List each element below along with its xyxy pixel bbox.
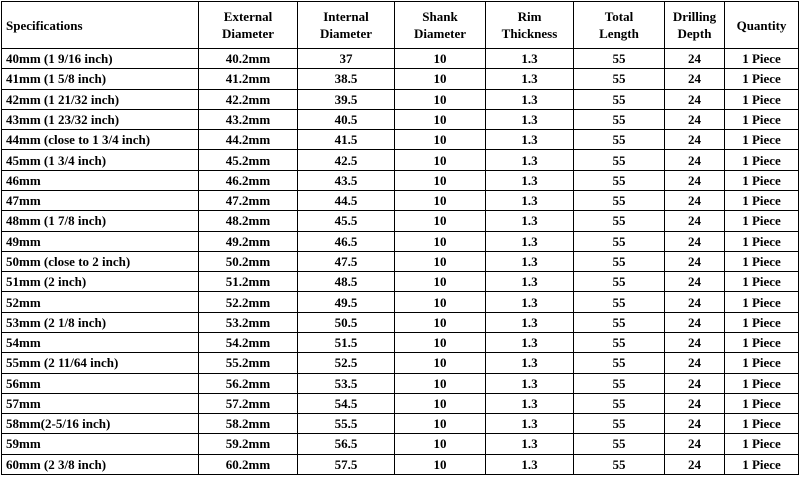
cell-specification: 56mm [2, 373, 199, 393]
cell-external-diameter: 47.2mm [199, 190, 298, 210]
header-internal-diameter-line2: Diameter [320, 26, 372, 41]
cell-rim-thickness: 1.3 [486, 454, 574, 474]
cell-specification: 44mm (close to 1 3/4 inch) [2, 130, 199, 150]
cell-rim-thickness: 1.3 [486, 332, 574, 352]
cell-quantity: 1 Piece [725, 332, 799, 352]
cell-internal-diameter: 46.5 [298, 231, 395, 251]
cell-shank-diameter: 10 [395, 251, 486, 271]
cell-quantity: 1 Piece [725, 373, 799, 393]
cell-drilling-depth: 24 [665, 89, 725, 109]
cell-drilling-depth: 24 [665, 272, 725, 292]
cell-quantity: 1 Piece [725, 130, 799, 150]
cell-drilling-depth: 24 [665, 170, 725, 190]
cell-internal-diameter: 53.5 [298, 373, 395, 393]
cell-external-diameter: 41.2mm [199, 69, 298, 89]
cell-shank-diameter: 10 [395, 434, 486, 454]
cell-drilling-depth: 24 [665, 49, 725, 69]
cell-specification: 49mm [2, 231, 199, 251]
cell-specification: 54mm [2, 332, 199, 352]
cell-total-length: 55 [574, 332, 665, 352]
header-external-diameter-line2: Diameter [222, 26, 274, 41]
header-internal-diameter-line1: Internal [323, 9, 369, 24]
cell-total-length: 55 [574, 414, 665, 434]
table-row [2, 49, 799, 69]
table-row [2, 190, 799, 210]
header-quantity [725, 2, 799, 49]
cell-specification: 55mm (2 11/64 inch) [2, 353, 199, 373]
cell-total-length: 55 [574, 353, 665, 373]
cell-specification: 46mm [2, 170, 199, 190]
cell-total-length: 55 [574, 150, 665, 170]
header-shank-diameter [395, 2, 486, 49]
cell-external-diameter: 42.2mm [199, 89, 298, 109]
cell-drilling-depth: 24 [665, 190, 725, 210]
cell-drilling-depth: 24 [665, 292, 725, 312]
cell-specification: 40mm (1 9/16 inch) [2, 49, 199, 69]
cell-rim-thickness: 1.3 [486, 393, 574, 413]
table-row [2, 211, 799, 231]
cell-shank-diameter: 10 [395, 272, 486, 292]
cell-quantity: 1 Piece [725, 454, 799, 474]
cell-internal-diameter: 51.5 [298, 332, 395, 352]
cell-specification: 57mm [2, 393, 199, 413]
cell-specification: 51mm (2 inch) [2, 272, 199, 292]
cell-external-diameter: 53.2mm [199, 312, 298, 332]
cell-quantity: 1 Piece [725, 353, 799, 373]
cell-external-diameter: 59.2mm [199, 434, 298, 454]
cell-internal-diameter: 57.5 [298, 454, 395, 474]
table-row [2, 332, 799, 352]
cell-internal-diameter: 50.5 [298, 312, 395, 332]
cell-drilling-depth: 24 [665, 211, 725, 231]
cell-shank-diameter: 10 [395, 49, 486, 69]
cell-rim-thickness: 1.3 [486, 130, 574, 150]
cell-internal-diameter: 54.5 [298, 393, 395, 413]
cell-drilling-depth: 24 [665, 150, 725, 170]
cell-external-diameter: 51.2mm [199, 272, 298, 292]
cell-shank-diameter: 10 [395, 89, 486, 109]
cell-external-diameter: 55.2mm [199, 353, 298, 373]
cell-drilling-depth: 24 [665, 353, 725, 373]
cell-drilling-depth: 24 [665, 373, 725, 393]
cell-drilling-depth: 24 [665, 251, 725, 271]
cell-quantity: 1 Piece [725, 292, 799, 312]
cell-specification: 41mm (1 5/8 inch) [2, 69, 199, 89]
cell-internal-diameter: 45.5 [298, 211, 395, 231]
cell-external-diameter: 46.2mm [199, 170, 298, 190]
table-row [2, 130, 799, 150]
cell-quantity: 1 Piece [725, 414, 799, 434]
header-external-diameter-line1: External [223, 9, 273, 24]
header-rim-thickness-line2: Thickness [501, 26, 558, 41]
cell-shank-diameter: 10 [395, 231, 486, 251]
cell-total-length: 55 [574, 89, 665, 109]
table-row [2, 373, 799, 393]
cell-rim-thickness: 1.3 [486, 150, 574, 170]
table-row [2, 434, 799, 454]
cell-drilling-depth: 24 [665, 332, 725, 352]
cell-quantity: 1 Piece [725, 150, 799, 170]
cell-quantity: 1 Piece [725, 170, 799, 190]
cell-internal-diameter: 55.5 [298, 414, 395, 434]
cell-internal-diameter: 48.5 [298, 272, 395, 292]
cell-external-diameter: 44.2mm [199, 130, 298, 150]
cell-rim-thickness: 1.3 [486, 353, 574, 373]
cell-total-length: 55 [574, 312, 665, 332]
cell-shank-diameter: 10 [395, 130, 486, 150]
cell-total-length: 55 [574, 49, 665, 69]
header-total-length [574, 2, 665, 49]
cell-total-length: 55 [574, 211, 665, 231]
cell-quantity: 1 Piece [725, 231, 799, 251]
header-total-length-line1: Total [604, 9, 634, 24]
cell-internal-diameter: 40.5 [298, 109, 395, 129]
cell-quantity: 1 Piece [725, 69, 799, 89]
cell-shank-diameter: 10 [395, 353, 486, 373]
cell-rim-thickness: 1.3 [486, 109, 574, 129]
cell-rim-thickness: 1.3 [486, 231, 574, 251]
cell-internal-diameter: 47.5 [298, 251, 395, 271]
cell-total-length: 55 [574, 373, 665, 393]
header-internal-diameter [298, 2, 395, 49]
specifications-table [1, 1, 799, 475]
cell-shank-diameter: 10 [395, 332, 486, 352]
cell-shank-diameter: 10 [395, 109, 486, 129]
header-shank-diameter-line2: Diameter [414, 26, 466, 41]
table-row [2, 251, 799, 271]
header-rim-thickness [486, 2, 574, 49]
cell-rim-thickness: 1.3 [486, 49, 574, 69]
cell-quantity: 1 Piece [725, 393, 799, 413]
table-row [2, 231, 799, 251]
cell-external-diameter: 48.2mm [199, 211, 298, 231]
cell-external-diameter: 43.2mm [199, 109, 298, 129]
cell-total-length: 55 [574, 231, 665, 251]
cell-internal-diameter: 41.5 [298, 130, 395, 150]
cell-total-length: 55 [574, 69, 665, 89]
cell-shank-diameter: 10 [395, 414, 486, 434]
cell-drilling-depth: 24 [665, 130, 725, 150]
cell-rim-thickness: 1.3 [486, 414, 574, 434]
cell-specification: 50mm (close to 2 inch) [2, 251, 199, 271]
cell-specification: 47mm [2, 190, 199, 210]
table-row [2, 454, 799, 474]
cell-internal-diameter: 42.5 [298, 150, 395, 170]
table-row [2, 150, 799, 170]
cell-drilling-depth: 24 [665, 414, 725, 434]
cell-external-diameter: 49.2mm [199, 231, 298, 251]
cell-drilling-depth: 24 [665, 69, 725, 89]
cell-total-length: 55 [574, 190, 665, 210]
cell-shank-diameter: 10 [395, 454, 486, 474]
cell-external-diameter: 52.2mm [199, 292, 298, 312]
cell-total-length: 55 [574, 454, 665, 474]
cell-external-diameter: 60.2mm [199, 454, 298, 474]
cell-drilling-depth: 24 [665, 434, 725, 454]
cell-drilling-depth: 24 [665, 312, 725, 332]
cell-rim-thickness: 1.3 [486, 190, 574, 210]
header-specifications-label: Specifications [6, 17, 83, 33]
cell-quantity: 1 Piece [725, 211, 799, 231]
cell-total-length: 55 [574, 130, 665, 150]
header-row [2, 2, 799, 49]
table-row [2, 109, 799, 129]
cell-specification: 48mm (1 7/8 inch) [2, 211, 199, 231]
header-quantity-label: Quantity [736, 17, 787, 33]
table-row [2, 89, 799, 109]
cell-total-length: 55 [574, 272, 665, 292]
cell-quantity: 1 Piece [725, 190, 799, 210]
header-drilling-depth [665, 2, 725, 49]
cell-rim-thickness: 1.3 [486, 373, 574, 393]
table-row [2, 353, 799, 373]
cell-rim-thickness: 1.3 [486, 170, 574, 190]
cell-internal-diameter: 38.5 [298, 69, 395, 89]
table-body [2, 49, 799, 475]
cell-external-diameter: 40.2mm [199, 49, 298, 69]
cell-shank-diameter: 10 [395, 69, 486, 89]
cell-external-diameter: 50.2mm [199, 251, 298, 271]
cell-quantity: 1 Piece [725, 251, 799, 271]
table-row [2, 414, 799, 434]
cell-shank-diameter: 10 [395, 211, 486, 231]
cell-internal-diameter: 52.5 [298, 353, 395, 373]
cell-drilling-depth: 24 [665, 393, 725, 413]
cell-specification: 59mm [2, 434, 199, 454]
cell-external-diameter: 56.2mm [199, 373, 298, 393]
cell-rim-thickness: 1.3 [486, 292, 574, 312]
cell-external-diameter: 54.2mm [199, 332, 298, 352]
cell-total-length: 55 [574, 292, 665, 312]
header-shank-diameter-line1: Shank [422, 9, 458, 24]
table-row [2, 170, 799, 190]
cell-external-diameter: 45.2mm [199, 150, 298, 170]
cell-internal-diameter: 44.5 [298, 190, 395, 210]
cell-shank-diameter: 10 [395, 190, 486, 210]
cell-specification: 43mm (1 23/32 inch) [2, 109, 199, 129]
table-row [2, 393, 799, 413]
cell-specification: 52mm [2, 292, 199, 312]
table-row [2, 312, 799, 332]
table-row [2, 69, 799, 89]
cell-specification: 45mm (1 3/4 inch) [2, 150, 199, 170]
cell-rim-thickness: 1.3 [486, 312, 574, 332]
cell-rim-thickness: 1.3 [486, 272, 574, 292]
cell-internal-diameter: 39.5 [298, 89, 395, 109]
cell-rim-thickness: 1.3 [486, 69, 574, 89]
cell-drilling-depth: 24 [665, 109, 725, 129]
cell-shank-diameter: 10 [395, 170, 486, 190]
cell-shank-diameter: 10 [395, 292, 486, 312]
cell-internal-diameter: 49.5 [298, 292, 395, 312]
cell-total-length: 55 [574, 434, 665, 454]
header-external-diameter [199, 2, 298, 49]
cell-specification: 58mm(2-5/16 inch) [2, 414, 199, 434]
cell-quantity: 1 Piece [725, 49, 799, 69]
table-row [2, 292, 799, 312]
cell-internal-diameter: 56.5 [298, 434, 395, 454]
header-drilling-depth-line2: Depth [677, 26, 712, 41]
cell-shank-diameter: 10 [395, 373, 486, 393]
cell-internal-diameter: 43.5 [298, 170, 395, 190]
cell-shank-diameter: 10 [395, 150, 486, 170]
cell-total-length: 55 [574, 393, 665, 413]
table-row [2, 272, 799, 292]
cell-quantity: 1 Piece [725, 89, 799, 109]
cell-external-diameter: 57.2mm [199, 393, 298, 413]
cell-specification: 42mm (1 21/32 inch) [2, 89, 199, 109]
header-drilling-depth-line1: Drilling [672, 9, 717, 24]
cell-total-length: 55 [574, 251, 665, 271]
header-specifications [2, 2, 199, 49]
cell-rim-thickness: 1.3 [486, 434, 574, 454]
cell-shank-diameter: 10 [395, 312, 486, 332]
cell-total-length: 55 [574, 109, 665, 129]
cell-quantity: 1 Piece [725, 434, 799, 454]
cell-drilling-depth: 24 [665, 454, 725, 474]
header-total-length-line2: Length [599, 26, 639, 41]
cell-total-length: 55 [574, 170, 665, 190]
cell-rim-thickness: 1.3 [486, 211, 574, 231]
cell-quantity: 1 Piece [725, 312, 799, 332]
header-rim-thickness-line1: Rim [517, 9, 542, 24]
cell-rim-thickness: 1.3 [486, 89, 574, 109]
cell-quantity: 1 Piece [725, 272, 799, 292]
cell-quantity: 1 Piece [725, 109, 799, 129]
cell-rim-thickness: 1.3 [486, 251, 574, 271]
cell-external-diameter: 58.2mm [199, 414, 298, 434]
cell-drilling-depth: 24 [665, 231, 725, 251]
cell-internal-diameter: 37 [298, 49, 395, 69]
cell-shank-diameter: 10 [395, 393, 486, 413]
cell-specification: 60mm (2 3/8 inch) [2, 454, 199, 474]
cell-specification: 53mm (2 1/8 inch) [2, 312, 199, 332]
